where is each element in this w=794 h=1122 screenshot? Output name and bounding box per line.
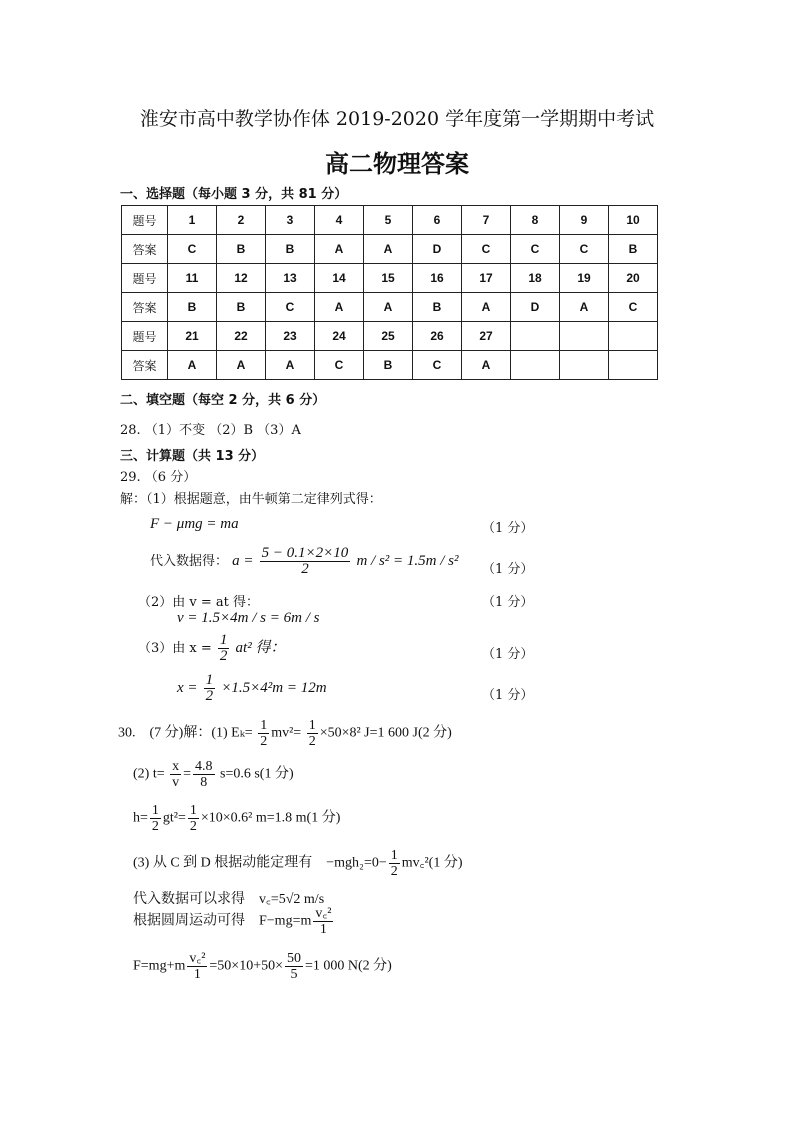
answer-letter-cell: D [413,235,462,264]
answer-letter-cell: C [266,293,315,322]
q30-line7-mid: =50×10+50× [209,958,283,974]
answer-letter-cell: C [315,351,364,380]
q29-part3-half [218,633,230,664]
q30-line4-pre: (3) 从 C 到 D 根据动能定理有 −mgh₂=0− [133,855,387,871]
frac-numerator: 1 [205,672,214,688]
question-number-cell: 4 [315,206,364,235]
question-number-cell [609,322,658,351]
answer-letter-cell: C [511,235,560,264]
answer-letter-cell [511,351,560,380]
q30-line7 [133,951,392,982]
answer-letter-cell: C [560,235,609,264]
frac-numerator: 1 [308,718,316,733]
question-number-cell: 8 [511,206,560,235]
frac-denominator: 2 [151,819,159,834]
frac-numerator: v꜀² [315,906,332,921]
q30-line1 [118,718,452,749]
answer-letter-cell: B [413,293,462,322]
q30-line1-mid: mv²= [271,725,302,741]
question-row [122,206,658,235]
half-fraction [188,803,199,834]
q30-line3-mid: gt²= [162,810,186,826]
q30-line2-pre: (2) t= [133,766,165,782]
vc-squared-over-r [313,906,333,937]
q29-eq2-lhs: a = [232,553,254,569]
section-heading-choice: 一、选择题（每小题 3 分，共 81 分） [120,187,348,202]
frac-denominator: 2 [260,734,268,749]
question-number-cell: 7 [462,206,511,235]
frac-denominator: 2 [205,688,214,704]
answer-letter-cell: A [266,351,315,380]
answer-letter-cell [560,351,609,380]
half-fraction [150,803,161,834]
answer-letter-cell: C [609,293,658,322]
question-number-cell: 2 [217,206,266,235]
q29-eq2-score: （1 分） [482,562,534,577]
answer-row [122,351,658,380]
row-label-answer: 答案 [122,351,168,380]
question-number-cell: 5 [364,206,413,235]
q29-eq2-numerator: 5 − 0.1×2×10 [261,545,349,561]
q30-line1-post: ×50×8² J=1 600 J(2 分) [319,725,452,741]
q29-eq1-score: （1 分） [482,521,534,536]
row-label-question: 题号 [122,206,168,235]
q29-part2-score: （1 分） [482,595,534,610]
answer-letter-cell: C [413,351,462,380]
q29-intro: 解：（1）根据题意，由牛顿第二定律列式得： [120,492,382,507]
question-number-cell: 23 [266,322,315,351]
question-number-cell: 27 [462,322,511,351]
q29-number: 29. （6 分） [120,470,197,485]
q30-line3 [133,803,340,834]
section-heading-fill: 二、填空题（每空 2 分，共 6 分） [120,393,326,408]
exam-title: 淮安市高中教学协作体 2019-2020 学年度第一学期期中考试 [139,108,655,130]
row-label-question: 题号 [122,322,168,351]
question-number-cell: 17 [462,264,511,293]
q30-line5: 代入数据可以求得 v꜀=5√2 m/s [133,892,325,907]
question-number-cell: 26 [413,322,462,351]
answer-letter-cell: A [462,293,511,322]
question-number-cell [511,322,560,351]
answer-letter-cell: D [511,293,560,322]
q30-line7-post: =1 000 N(2 分) [305,958,392,974]
question-number-cell: 18 [511,264,560,293]
answer-letter-cell: A [217,351,266,380]
answer-table [121,205,658,380]
question-number-cell: 14 [315,264,364,293]
answer-row [122,235,658,264]
frac-denominator: v [172,775,180,790]
question-number-cell: 3 [266,206,315,235]
x-over-v [170,759,181,790]
question-number-cell: 25 [364,322,413,351]
frac-numerator: 1 [151,803,159,818]
question-number-cell: 22 [217,322,266,351]
question-number-cell: 11 [168,264,217,293]
q30-line6-pre: 根据圆周运动可得 F−mg=m [133,913,312,929]
frac-denominator: 1 [319,922,327,937]
answer-letter-cell: B [217,235,266,264]
q30-line6 [133,906,335,937]
row-label-answer: 答案 [122,235,168,264]
frac-numerator: 1 [219,632,228,648]
question-number-cell: 13 [266,264,315,293]
frac-numerator: 1 [390,848,398,863]
value-fraction [193,759,215,790]
q30-line7-pre: F=mg+m [133,958,186,974]
vc-squared-over-r [187,951,207,982]
q29-part3-eq-pre: x = [177,680,198,696]
answer-letter-cell: A [364,235,413,264]
frac-denominator: 2 [219,648,228,664]
q30-line2-post: s=0.6 s(1 分) [220,766,294,782]
answer-row [122,293,658,322]
answer-letter-cell: B [364,351,413,380]
answer-letter-cell: A [315,235,364,264]
answer-letter-cell: B [168,293,217,322]
q29-eq2 [150,546,458,577]
answer-letter-cell: A [315,293,364,322]
answer-letter-cell: B [217,293,266,322]
answer-letter-cell: A [560,293,609,322]
section-heading-calc: 三、计算题（共 13 分） [120,449,265,464]
frac-numerator: v꜀² [189,951,206,966]
frac-denominator: 2 [308,734,316,749]
answer-letter-cell: C [168,235,217,264]
row-label-question: 题号 [122,264,168,293]
value-fraction [285,951,303,982]
q29-part3-label-pre: （3）由 x = [138,641,212,656]
frac-numerator: 50 [287,951,301,966]
q29-part3-score: （1 分） [482,647,534,662]
row-label-answer: 答案 [122,293,168,322]
q29-part3-label [138,633,285,664]
q29-part3-eq-score: （1 分） [482,688,534,703]
question-number-cell: 9 [560,206,609,235]
frac-numerator: 4.8 [195,759,213,774]
answer-letter-cell: A [462,351,511,380]
question-row [122,322,658,351]
page-title: 高二物理答案 [325,150,469,178]
answer-letter-cell: C [462,235,511,264]
frac-denominator: 1 [193,967,201,982]
q29-part3-eq-post: ×1.5×4²m = 12m [221,680,327,696]
question-number-cell: 20 [609,264,658,293]
q29-part2-label: （2）由 v = at 得： [138,595,260,610]
answer-28: 28. （1）不变 （2）B （3）A [120,423,301,438]
q29-eq1: F − μmg = ma [150,516,239,532]
question-number-cell: 10 [609,206,658,235]
q30-line4 [133,848,463,879]
q30-line1-pre: 30. (7 分)解：(1) Eₖ= [118,725,253,741]
q29-eq2-fraction [260,546,351,577]
frac-numerator: 1 [189,803,197,818]
q30-line3-post: ×10×0.6² m=1.8 m(1 分) [200,810,341,826]
frac-denominator: 8 [200,775,208,790]
question-number-cell: 21 [168,322,217,351]
frac-denominator: 2 [390,864,398,879]
q30-line4-post: mv꜀²(1 分) [401,855,463,871]
q30-line3-pre: h= [133,810,148,826]
q29-part2-eq: v = 1.5×4m / s = 6m / s [177,610,320,626]
q29-eq2-denominator: 2 [301,561,309,577]
question-number-cell: 19 [560,264,609,293]
half-fraction [389,848,400,879]
question-row [122,264,658,293]
half-fraction [258,718,269,749]
question-number-cell: 1 [168,206,217,235]
q29-part3-eq-half [204,673,216,704]
frac-denominator: 5 [290,967,298,982]
q29-eq2-rhs: m / s² = 1.5m / s² [356,553,459,569]
question-number-cell: 15 [364,264,413,293]
answer-letter-cell: A [168,351,217,380]
question-number-cell [560,322,609,351]
q29-part3-eq [177,673,327,704]
answer-letter-cell: B [266,235,315,264]
question-number-cell: 12 [217,264,266,293]
answer-letter-cell: A [364,293,413,322]
half-fraction [307,718,318,749]
q29-part3-label-post: at² 得： [235,640,286,656]
question-number-cell: 16 [413,264,462,293]
frac-numerator: x [172,759,180,774]
frac-denominator: 2 [189,819,197,834]
answer-letter-cell: B [609,235,658,264]
q29-eq2-label: 代入数据得： [150,554,229,569]
question-number-cell: 6 [413,206,462,235]
frac-numerator: 1 [260,718,268,733]
answer-letter-cell [609,351,658,380]
question-number-cell: 24 [315,322,364,351]
q30-line2: (2) t= $\frac{x}{v}$ = $\frac{4.8}{8}$ s=0.6 s(1 分) [133,759,294,790]
